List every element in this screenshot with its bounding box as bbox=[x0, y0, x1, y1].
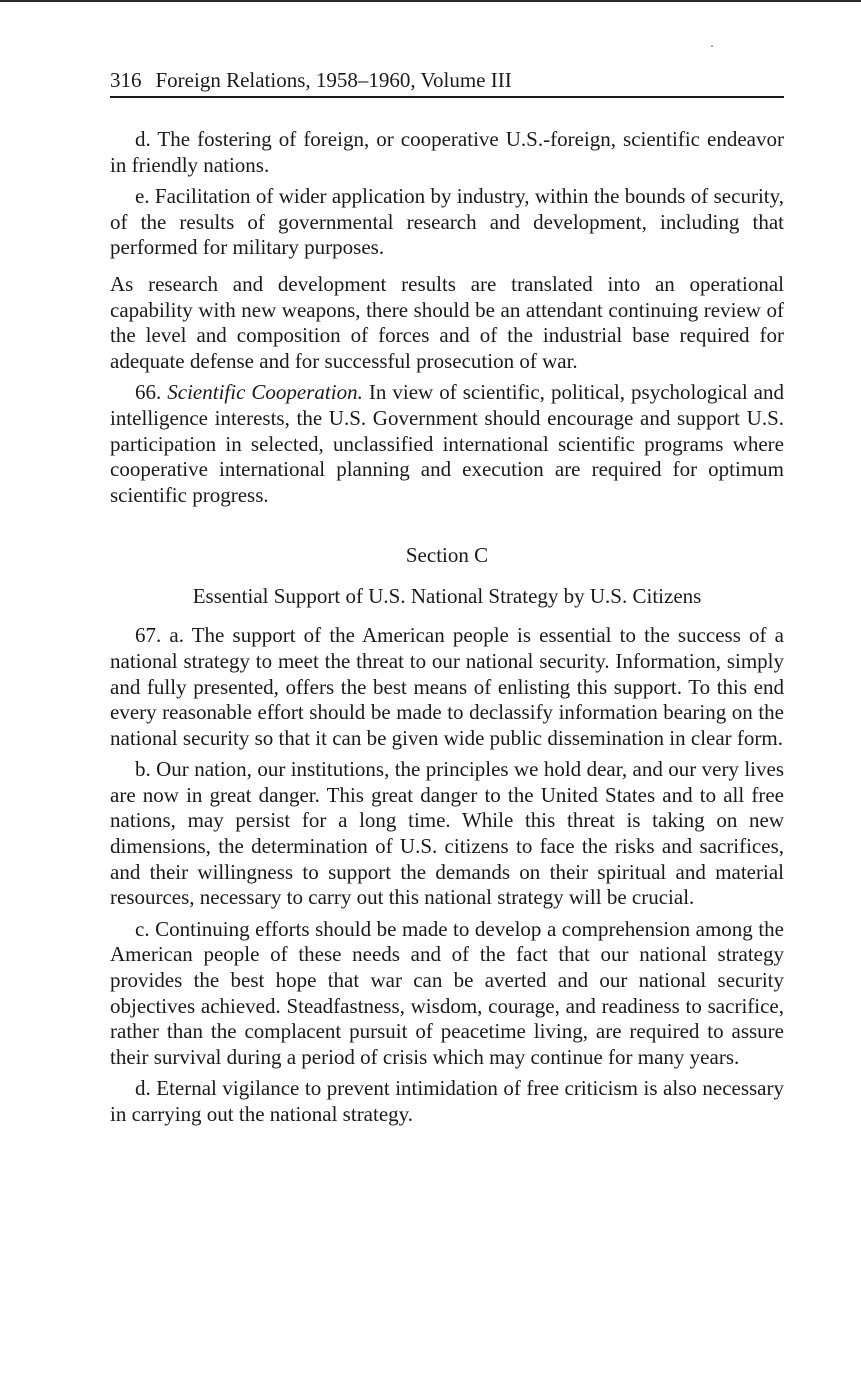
paragraph-67d: d. Eternal vigilance to prevent intimidation of free criticism is also necessary in carrying out the national strategy. bbox=[110, 1076, 784, 1126]
document-page bbox=[110, 66, 784, 1128]
page-top-edge bbox=[0, 0, 861, 2]
page-number: 316 bbox=[110, 68, 142, 92]
paragraph-65e: e. Facilitation of wider application by industry, within the bounds of security, of the results of governmental research and development, including that performed for military purposes. bbox=[110, 184, 784, 260]
body-text bbox=[110, 127, 784, 1128]
running-head bbox=[110, 66, 784, 98]
section-subtitle: Essential Support of U.S. National Strategy by U.S. Citizens bbox=[192, 584, 702, 609]
scan-speck bbox=[711, 45, 713, 47]
paragraph-66 bbox=[110, 380, 784, 508]
paragraph-67b: b. Our nation, our institutions, the principles we hold dear, and our very lives are now in great danger. This great danger to the United States and to all free nations, may persist for a long time. While this threat is taking on new dimensions, the determination of U.S. citizens to face the risks and sacrifices, and their willingness to support the demands on their spiritual and material resources, necessary to carry out this national strategy will be crucial. bbox=[110, 757, 784, 910]
paragraph-66-text: In view of scientific, political, psychological and intelligence interests, the U.S. Government should encourage and support U.S. participation in selected, unclassified international scientific programs where cooperative international planning and execution are required for optimum scientific progress. bbox=[110, 380, 784, 507]
paragraph-66-number: 66. bbox=[135, 380, 162, 405]
paragraph-67c: c. Continuing efforts should be made to develop a comprehension among the American people of these needs and of the fact that our national strategy provides the best hope that war can be averted and our national security objectives achieved. Steadfastness, wisdom, courage, and readiness to sacrifice, rather than the complacent pursuit of peacetime living, are required to assure their survival during a period of crisis which may continue for many years. bbox=[110, 916, 784, 1069]
section-heading: Section C bbox=[405, 543, 489, 568]
paragraph-65-closing: As research and development results are translated into an operational capability with new weapons, there should be an attendant continuing review of the level and composition of forces and of the industrial base required for adequate defense and for successful prosecution of war. bbox=[110, 271, 784, 373]
running-head-title: Foreign Relations, 1958–1960, Volume III bbox=[155, 68, 512, 92]
paragraph-67a: 67. a. The support of the American people is essential to the success of a national strategy to meet the threat to our national security. Information, simply and fully presented, offers the best means of enlisting this support. To this end every reasonable effort should be made to declassify information bearing on the national security so that it can be given wide public dissemination in clear form. bbox=[110, 623, 784, 750]
paragraph-66-heading: Scientific Cooperation. bbox=[167, 380, 363, 405]
paragraph-65d: d. The fostering of foreign, or cooperative U.S.-foreign, scientific endeavor in friendly nations. bbox=[110, 127, 784, 177]
